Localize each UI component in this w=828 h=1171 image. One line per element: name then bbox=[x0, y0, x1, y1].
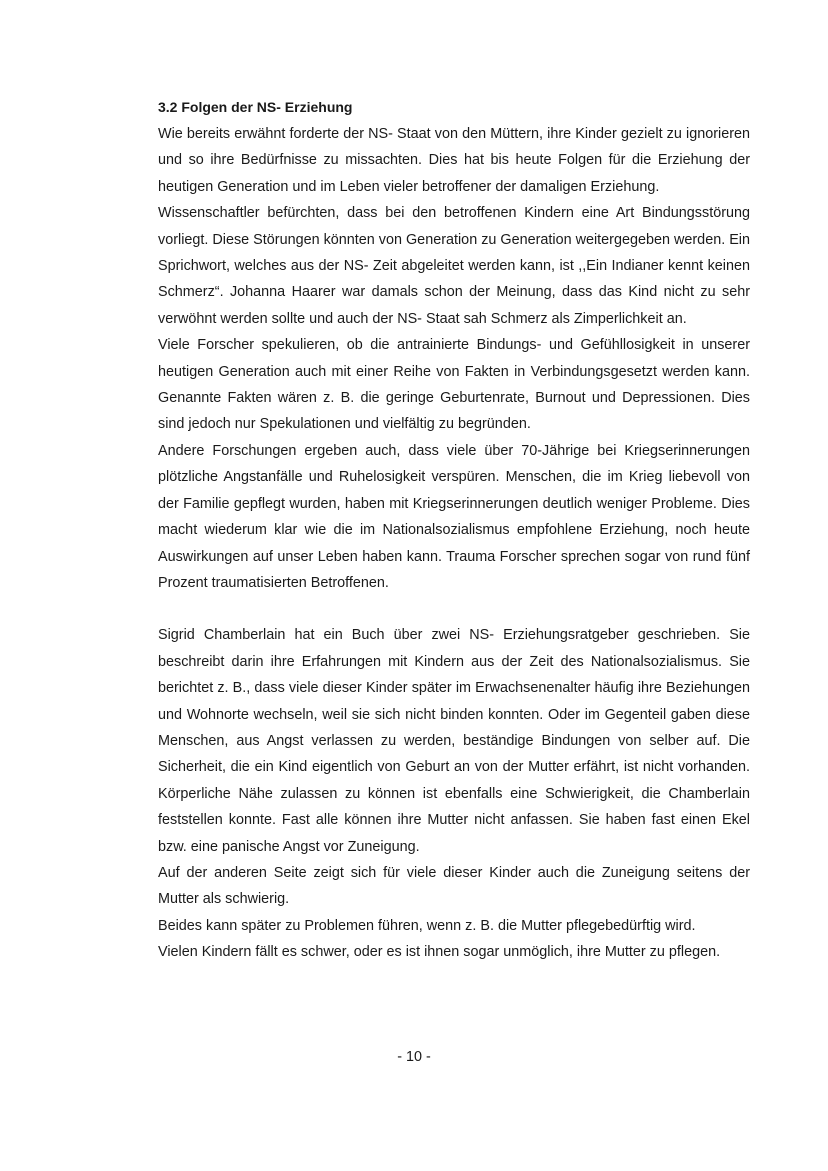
document-page bbox=[158, 97, 750, 966]
paragraph-war-memories: Andere Forschungen ergeben auch, dass viele über 70-Jährige bei Kriegserinnerungen plötzliche Angstanfälle und Ruhelosigkeit verspüren. Menschen, die im Krieg liebevoll von der Familie gepflegt wurden, haben mit Kriegserinnerungen deutlich weniger Probleme. Dies macht wiederum klar wie die im Nationalsozialismus empfohlene Erziehung, noch heute Auswirkungen auf unser Leben haben kann. Trauma Forscher sprechen sogar von rund fünf Prozent traumatisierten Betroffenen. bbox=[158, 442, 750, 591]
paragraph-chamberlain: Sigrid Chamberlain hat ein Buch über zwei NS- Erziehungsratgeber geschrieben. Sie beschreibt darin ihre Erfahrungen mit Kindern aus der Zeit des Nationalsozialismus. Sie berichtet z. B., dass viele dieser Kinder später im Erwachsenenalter häufig ihre Beziehungen und Wohnorte wechseln, weil sie sich nicht binden konnten. Oder im Gegenteil gaben diese Menschen, aus Angst verlassen zu werden, beständige Bindungen von selber auf. Die Sicherheit, die ein Kind eigentlich von Geburt an von der Mutter erfährt, ist nicht vorhanden. Körperliche Nähe zulassen zu können ist ebenfalls eine Schwierigkeit, die Chamberlain feststellen konnte. Fast alle können ihre Mutter nicht anfassen. Sie haben fast einen Ekel bzw. eine panische Angst vor Zuneigung. bbox=[158, 627, 750, 855]
paragraph-attachment-disorder: Wissenschaftler befürchten, dass bei den betroffenen Kindern eine Art Bindungsstörung vorliegt. Diese Störungen könnten von Generation zu Generation weitergegeben werden. Ein Sprichwort, welches aus der NS- Zeit abgeleitet werden kann, ist ,,Ein Indianer kennt keinen Schmerz“. Johanna Haarer war damals schon der Meinung, dass das Kind nicht zu sehr verwöhnt werden sollte und auch der NS- Staat sah Schmerz als Zimperlichkeit an. bbox=[158, 205, 750, 327]
paragraph-mother-affection: Auf der anderen Seite zeigt sich für viele dieser Kinder auch die Zuneigung seitens der Mutter als schwierig. bbox=[158, 864, 750, 908]
paragraph-ns-consequences: Wie bereits erwähnt forderte der NS- Staat von den Müttern, ihre Kinder gezielt zu ignorieren und so ihre Bedürfnisse zu missachten. Dies hat bis heute Folgen für die Erziehung der heutigen Generation und im Leben vieler betroffener der damaligen Erziehung. bbox=[158, 126, 750, 195]
paragraph-spacer bbox=[158, 596, 750, 622]
paragraph-researcher-speculation: Viele Forscher spekulieren, ob die antrainierte Bindungs- und Gefühllosigkeit in unserer heutigen Generation auch mit einer Reihe von Fakten in Verbindungsgesetzt werden kann. Genannte Fakten wären z. B. die geringe Geburtenrate, Burnout und Depressionen. Dies sind jedoch nur Spekulationen und vielfältig zu begründen. bbox=[158, 337, 750, 433]
section-heading: 3.2 Folgen der NS- Erziehung bbox=[158, 99, 353, 115]
page-number: - 10 - bbox=[397, 1049, 431, 1065]
paragraph-care-impossible: Vielen Kindern fällt es schwer, oder es ist ihnen sogar unmöglich, ihre Mutter zu pflegen. bbox=[158, 944, 721, 961]
paragraph-care-problems: Beides kann später zu Problemen führen, wenn z. B. die Mutter pflegebedürftig wird. bbox=[158, 917, 696, 934]
